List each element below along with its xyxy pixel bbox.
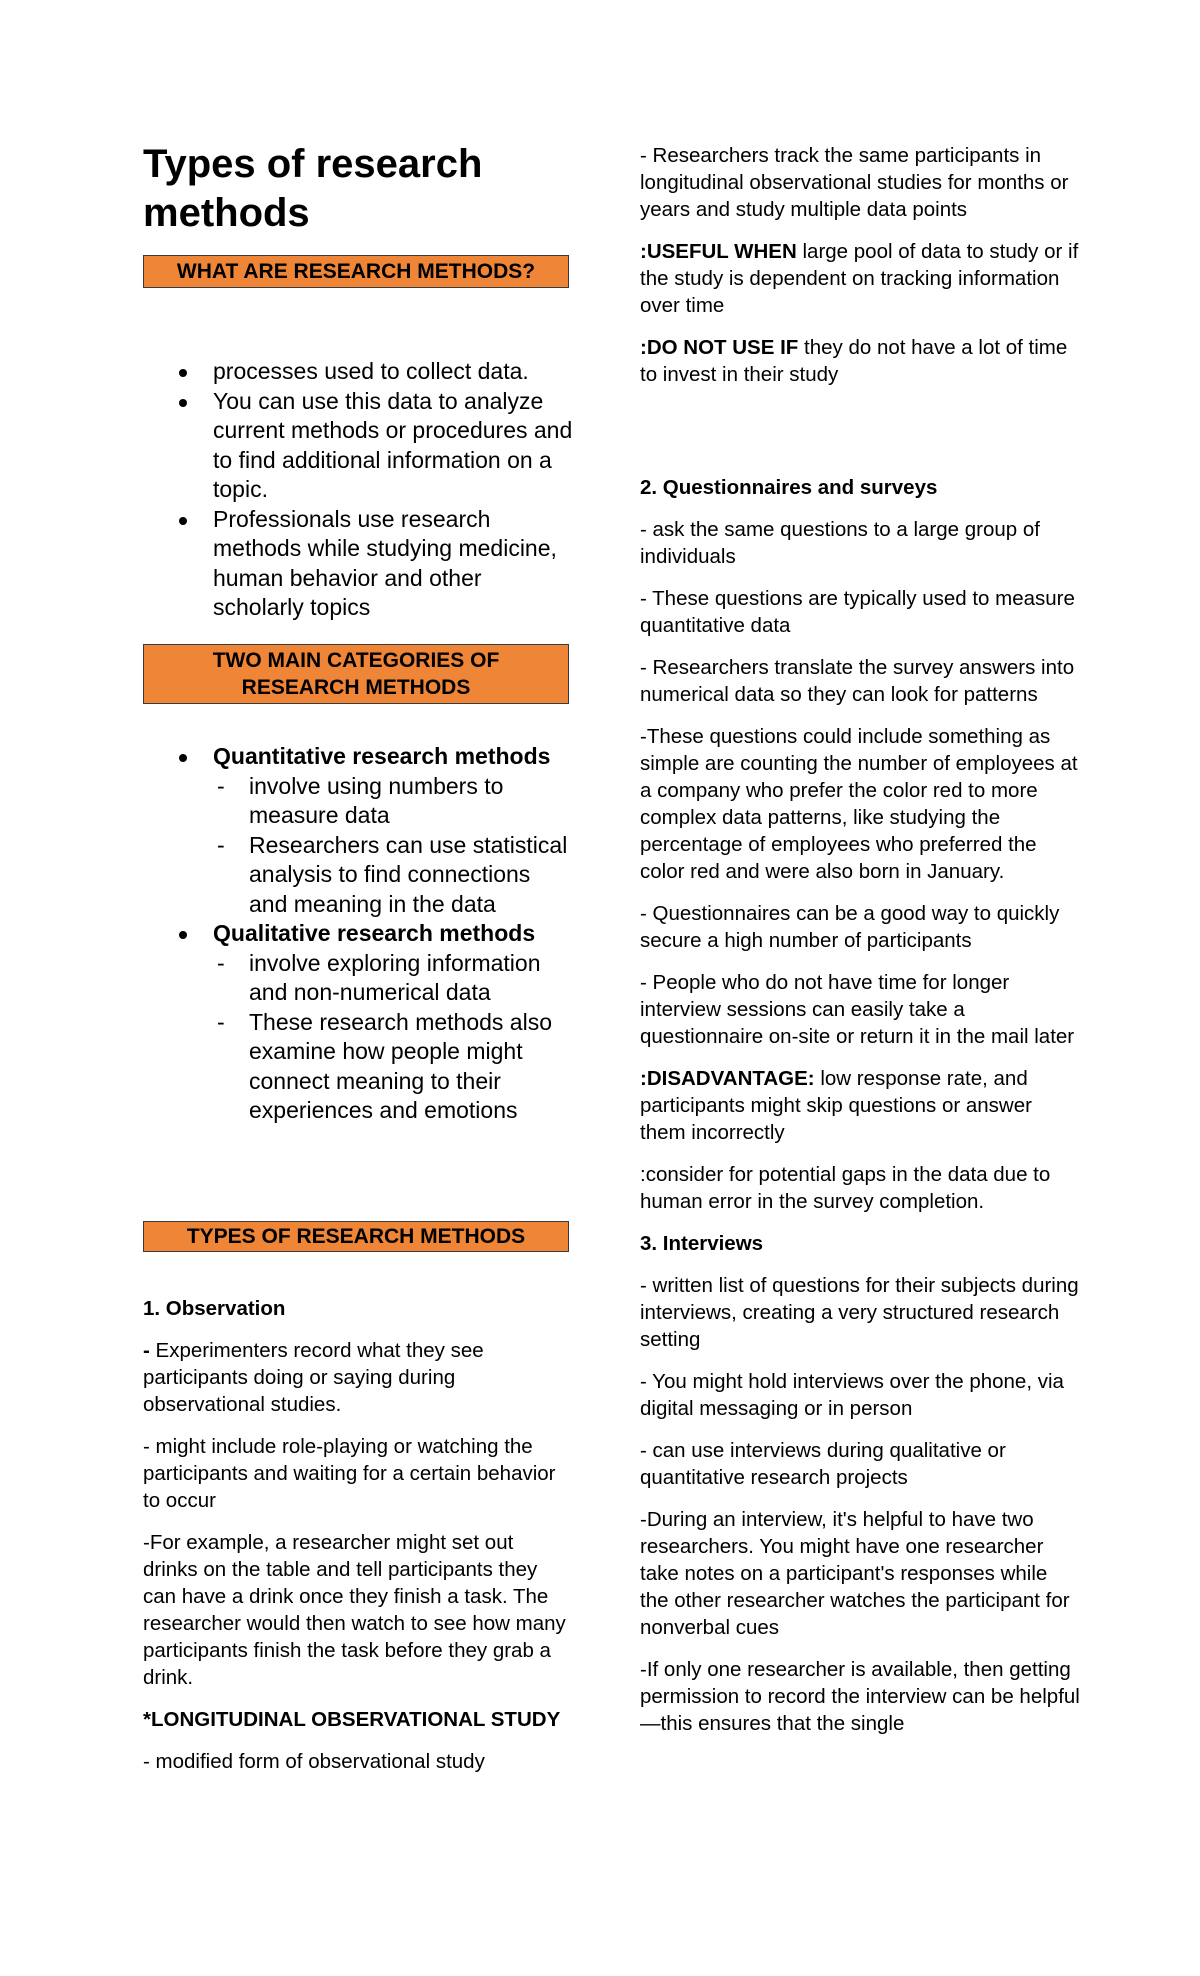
longitudinal-continued [640, 142, 1080, 403]
interview-paragraph: - can use interviews during qualitative or quantitative research projects [640, 1439, 1006, 1489]
interviews-heading: 3. Interviews [640, 1232, 764, 1255]
category-points [213, 772, 573, 920]
category-point: - involve using numbers to measure data [213, 772, 573, 831]
consider-paragraph: :consider for potential gaps in the data due to human error in the survey completion. [640, 1163, 1051, 1213]
bullet-item: You can use this data to analyze current methods or procedures and to find additional information on a topic. [143, 387, 573, 505]
longitudinal-paragraph: - Researchers track the same participants in longitudinal observational studies for months or years and study multiple data points [640, 144, 1069, 221]
interview-paragraph: -During an interview, it's helpful to have two researchers. You might have one researcher take notes on a participant's responses while the other researcher watches the participant for nonverbal cues [640, 1508, 1070, 1639]
category-points [213, 949, 573, 1126]
useful-when-paragraph: :USEFUL WHEN large pool of data to study or if the study is dependent on tracking information over time [640, 240, 1079, 317]
categories-list [143, 742, 573, 1126]
interview-paragraph: - You might hold interviews over the phone, via digital messaging or in person [640, 1370, 1064, 1420]
do-not-use-paragraph: :DO NOT USE IF they do not have a lot of time to invest in their study [640, 336, 1068, 386]
questionnaire-paragraph: - Questionnaires can be a good way to quickly secure a high number of participants [640, 902, 1060, 952]
questionnaire-paragraph: - ask the same questions to a large group of individuals [640, 518, 1040, 568]
category-qualitative [143, 919, 573, 1126]
types-of-research-methods-box: TYPES OF RESEARCH METHODS [143, 1221, 569, 1252]
longitudinal-paragraph: - modified form of observational study [143, 1750, 485, 1773]
observation-paragraph: -For example, a researcher might set out drinks on the table and tell participants they can have a drink once they finish a task. The researcher would then watch to see how many participants finish the task before they grab a drink. [143, 1531, 566, 1689]
longitudinal-heading: *LONGITUDINAL OBSERVATIONAL STUDY [143, 1708, 561, 1731]
what-bullets [143, 357, 573, 623]
questionnaire-paragraph: -These questions could include something as simple are counting the number of employees at a company who prefer the color red to more complex data patterns, like studying the percentage of employees who preferred the color red and were also born in January. [640, 725, 1078, 883]
bullet-item: Professionals use research methods while studying medicine, human behavior and other scholarly topics [143, 505, 573, 623]
two-main-categories-box: TWO MAIN CATEGORIES OF RESEARCH METHODS [143, 644, 569, 704]
disadvantage-paragraph: :DISADVANTAGE: low response rate, and participants might skip questions or answer them incorrectly [640, 1067, 1032, 1144]
category-point: - These research methods also examine how people might connect meaning to their experiences and emotions [213, 1008, 573, 1126]
category-name: Qualitative research methods [213, 920, 536, 946]
questionnaire-paragraph: - Researchers translate the survey answers into numerical data so they can look for patterns [640, 656, 1075, 706]
document-title: Types of research methods [143, 142, 483, 235]
observation-section [143, 1295, 573, 1790]
questionnaire-paragraph: - People who do not have time for longer interview sessions can easily take a questionnaire on-site or return it in the mail later [640, 971, 1075, 1048]
questionnaire-heading: 2. Questionnaires and surveys [640, 476, 938, 499]
category-point: - involve exploring information and non-numerical data [213, 949, 573, 1008]
questionnaire-section [640, 474, 1080, 1752]
observation-paragraph: - might include role-playing or watching the participants and waiting for a certain behavior to occur [143, 1435, 556, 1512]
observation-heading: 1. Observation [143, 1297, 286, 1320]
what-are-research-methods-box: WHAT ARE RESEARCH METHODS? [143, 255, 569, 288]
category-name: Quantitative research methods [213, 743, 551, 769]
category-point: - Researchers can use statistical analysis to find connections and meaning in the data [213, 831, 573, 920]
category-quantitative [143, 742, 573, 919]
bullet-item: processes used to collect data. [143, 357, 573, 387]
interview-paragraph: -If only one researcher is available, then getting permission to record the interview can be helpful—this ensures that the single [640, 1658, 1080, 1735]
questionnaire-paragraph: - These questions are typically used to measure quantitative data [640, 587, 1075, 637]
observation-paragraph: - Experimenters record what they see participants doing or saying during observational studies. [143, 1339, 484, 1416]
interview-paragraph: - written list of questions for their subjects during interviews, creating a very structured research setting [640, 1274, 1079, 1351]
